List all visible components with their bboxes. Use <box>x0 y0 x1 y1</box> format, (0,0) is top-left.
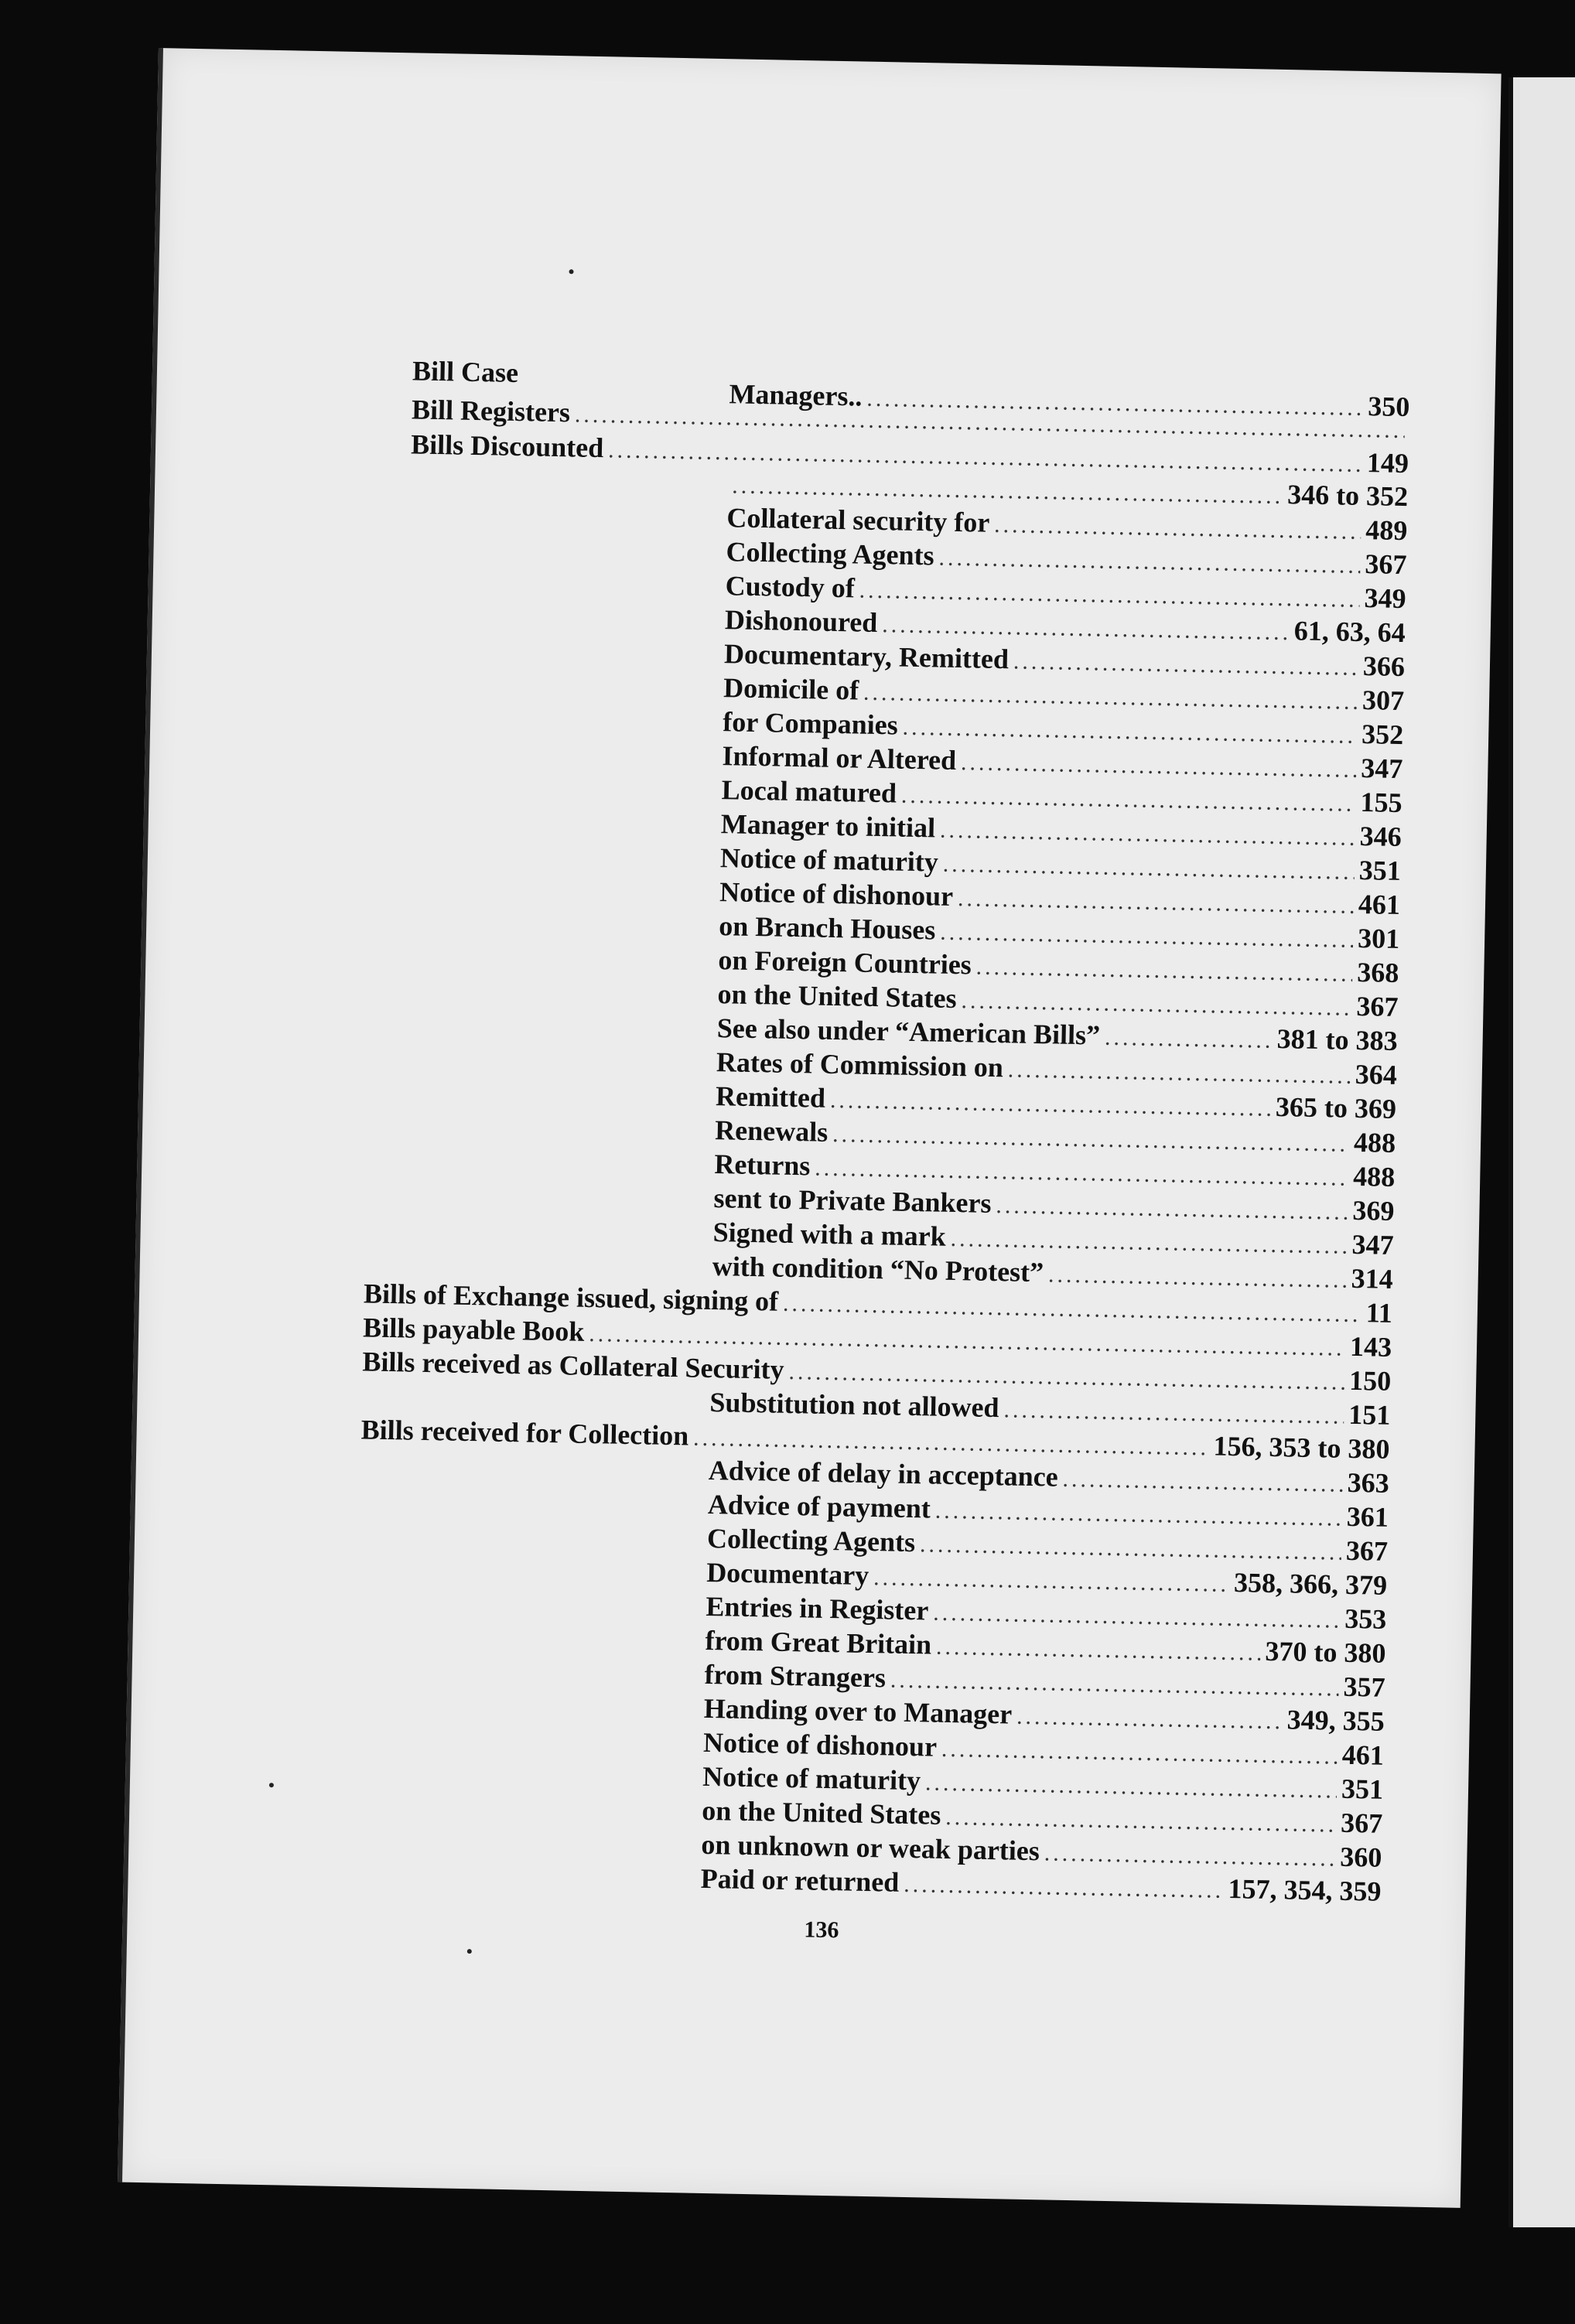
leader-dots <box>1048 1261 1347 1293</box>
index-entries <box>163 48 1502 1907</box>
leader-dots <box>961 988 1352 1022</box>
leader-dots <box>933 1600 1341 1634</box>
index-term: Collecting Agents <box>726 536 934 572</box>
index-term: Renewals <box>714 1114 828 1148</box>
index-page-ref: 363 <box>1347 1466 1390 1499</box>
leader-dots <box>950 1226 1348 1260</box>
index-page-ref: 150 <box>1348 1364 1392 1397</box>
index-term: Paid or returned <box>700 1862 900 1898</box>
index-term: Documentary, Remitted <box>723 638 1010 675</box>
index-term: on the United States <box>717 978 957 1015</box>
index-term: Manager to initial <box>720 808 936 844</box>
leader-dots <box>1062 1466 1343 1498</box>
index-term: Bill Registers <box>411 394 571 428</box>
index-page-ref: 368 <box>1356 956 1399 988</box>
index-page-ref: 157, 354, 359 <box>1228 1872 1382 1907</box>
leader-dots <box>1044 1840 1336 1872</box>
index-term: Local matured <box>721 774 897 809</box>
index-page-ref: 358, 366, 379 <box>1233 1567 1388 1601</box>
index-term: on unknown or weak parties <box>701 1828 1040 1867</box>
index-term: Bills received as Collateral Security <box>362 1346 784 1385</box>
leader-dots <box>1016 1704 1283 1735</box>
leader-dots <box>935 1498 1343 1532</box>
index-page-ref: 307 <box>1361 684 1405 717</box>
index-term: sent to Private Bankers <box>713 1182 992 1219</box>
index-term: Dishonoured <box>724 604 878 638</box>
leader-dots <box>1013 648 1359 681</box>
index-term: Bills of Exchange issued, signing of <box>363 1278 779 1317</box>
leader-dots <box>958 886 1355 920</box>
index-page-ref: 364 <box>1355 1058 1398 1090</box>
index-term: Notice of maturity <box>702 1760 921 1797</box>
index-page-ref: 351 <box>1358 854 1402 887</box>
leader-dots <box>904 1872 1224 1904</box>
index-term: See also under “American Bills” <box>716 1012 1101 1051</box>
index-page-ref: 151 <box>1348 1398 1391 1431</box>
index-term: Advice of payment <box>707 1488 931 1524</box>
index-term: Substitution not allowed <box>709 1387 999 1424</box>
leader-dots <box>1105 1025 1273 1054</box>
index-page-ref: 346 to 352 <box>1286 479 1409 513</box>
scan-speck <box>569 269 573 274</box>
index-page-ref: 381 to 383 <box>1276 1022 1399 1056</box>
index-page <box>118 48 1502 2208</box>
index-term: on Branch Houses <box>718 910 936 946</box>
index-term: Handing over to Manager <box>703 1692 1013 1730</box>
index-page-ref: 366 <box>1362 650 1406 683</box>
index-page-ref: 370 to 380 <box>1265 1635 1386 1669</box>
leader-dots <box>975 954 1352 988</box>
index-term: Bill Case <box>412 355 519 389</box>
leader-dots <box>941 1736 1338 1770</box>
leader-dots <box>873 1565 1230 1598</box>
index-page-ref: 155 <box>1360 787 1402 819</box>
scan-speck <box>269 1783 274 1787</box>
index-page-ref: 357 <box>1343 1670 1385 1703</box>
index-term: Custody of <box>725 570 856 604</box>
index-term: Entries in Register <box>706 1590 929 1626</box>
index-page-ref: 367 <box>1340 1807 1383 1839</box>
leader-dots <box>882 612 1290 646</box>
index-page-ref: 61, 63, 64 <box>1293 615 1406 649</box>
index-term: Rates of Commission on <box>716 1046 1004 1084</box>
leader-dots <box>994 512 1361 545</box>
index-term: Collateral security for <box>726 502 990 538</box>
index-term: Domicile of <box>723 672 859 706</box>
index-page-ref: 11 <box>1365 1297 1393 1329</box>
index-page-ref: 349, 355 <box>1286 1704 1385 1737</box>
index-page-ref: 347 <box>1351 1228 1394 1261</box>
index-term: from Great Britain <box>705 1624 932 1660</box>
index-page-ref: 367 <box>1356 990 1399 1022</box>
index-term: from Strangers <box>704 1658 887 1694</box>
index-page-ref: 361 <box>1346 1500 1389 1533</box>
index-term: Remitted <box>715 1080 826 1114</box>
index-term: Informal or Altered <box>722 740 957 776</box>
index-term: Notice of dishonour <box>719 876 954 912</box>
leader-dots <box>1008 1056 1351 1089</box>
index-page-ref: 489 <box>1365 514 1408 547</box>
index-term: Managers.. <box>729 378 863 412</box>
index-term: Notice of dishonour <box>702 1726 938 1763</box>
index-page-ref: 461 <box>1358 888 1401 921</box>
next-page-edge <box>1508 77 1575 2227</box>
index-term: with condition “No Protest” <box>712 1251 1044 1288</box>
leader-dots <box>945 1804 1337 1838</box>
index-page-ref: 367 <box>1365 548 1407 581</box>
leader-dots <box>961 749 1357 783</box>
index-page-ref: 349 <box>1364 582 1407 615</box>
index-page-ref: 314 <box>1351 1262 1394 1295</box>
index-term: Bills Discounted <box>410 428 604 464</box>
leader-dots <box>936 1634 1261 1667</box>
page-number: 136 <box>804 1916 839 1943</box>
leader-dots <box>996 1193 1348 1226</box>
index-page-ref: 351 <box>1341 1773 1384 1805</box>
index-page-ref: 488 <box>1352 1160 1396 1193</box>
index-page-ref: 353 <box>1344 1602 1387 1635</box>
index-page-ref: 143 <box>1349 1330 1392 1363</box>
index-page-ref: 301 <box>1357 922 1400 955</box>
index-page-ref: 365 to 369 <box>1275 1090 1397 1124</box>
index-term: Bills received for Collection <box>360 1414 689 1452</box>
index-term: on Foreign Countries <box>718 944 972 981</box>
index-term: for Companies <box>723 706 899 741</box>
index-page-ref: 347 <box>1361 752 1403 785</box>
index-term: Bills payable Book <box>362 1312 585 1347</box>
scan-speck <box>467 1949 472 1954</box>
index-page-ref: 461 <box>1341 1739 1385 1771</box>
index-page-ref: 367 <box>1345 1534 1389 1567</box>
index-page-ref: 360 <box>1339 1841 1382 1873</box>
index-page-ref: 488 <box>1353 1126 1396 1159</box>
index-page-ref: 156, 353 to 380 <box>1213 1430 1390 1465</box>
index-term: Returns <box>714 1148 811 1182</box>
index-term: Documentary <box>706 1556 869 1591</box>
leader-dots <box>1003 1397 1344 1429</box>
index-term: Signed with a mark <box>712 1217 947 1252</box>
index-page-ref: 369 <box>1352 1194 1395 1227</box>
index-term: Notice of maturity <box>719 842 939 878</box>
index-term: Collecting Agents <box>706 1522 916 1558</box>
index-page-ref: 352 <box>1361 718 1404 751</box>
index-page-ref: 346 <box>1359 820 1402 853</box>
index-page-ref: 149 <box>1366 447 1409 479</box>
index-page-ref: 350 <box>1368 391 1410 423</box>
index-term: on the United States <box>701 1794 941 1831</box>
index-term: Advice of delay in acceptance <box>708 1454 1059 1493</box>
